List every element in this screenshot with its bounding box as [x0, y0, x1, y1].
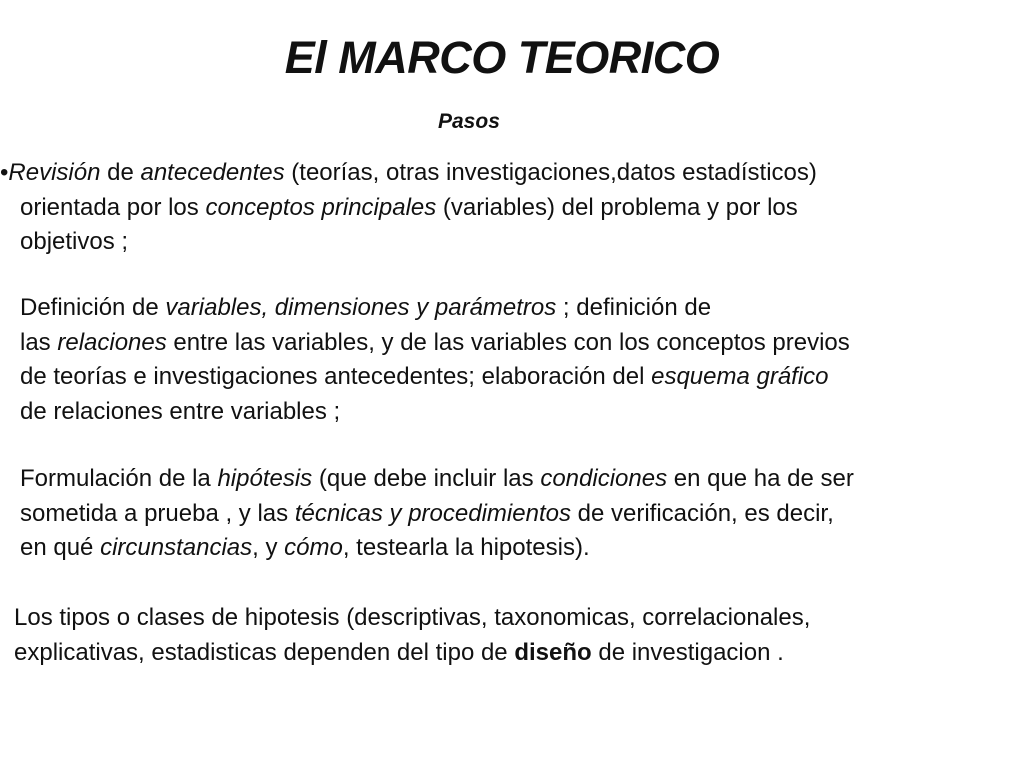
text-span: de [100, 159, 141, 186]
paragraph-tipos [0, 601, 810, 670]
paragraph-line [0, 156, 817, 191]
text-span: variables, dimensiones y parámetros [165, 294, 557, 321]
text-span: diseño [514, 638, 592, 666]
paragraph-line [0, 462, 854, 497]
text-span: Formulación de la [20, 465, 218, 492]
text-span: técnicas y procedimientos [294, 499, 571, 527]
text-span: entre las variables, y de las variables con los conceptos previos [166, 328, 850, 356]
paragraph-revision [0, 156, 817, 260]
text-span: de investigacion . [591, 638, 784, 666]
paragraph-line: objetivos ; [20, 228, 129, 255]
text-span: conceptos principales [205, 193, 437, 221]
text-span: las [20, 328, 58, 356]
paragraph-line [0, 497, 854, 532]
text-span: Revisión [8, 159, 101, 186]
text-span: , y [252, 534, 285, 561]
slide-subtitle: Pasos [438, 110, 500, 133]
text-span: (variables) del problema y por los [436, 193, 798, 221]
text-span: ; definición de [556, 294, 712, 321]
paragraph-line: de relaciones entre variables ; [20, 397, 341, 425]
text-span: (teorías, otras investigaciones,datos estadísticos) [284, 159, 817, 186]
paragraph-line [0, 636, 810, 671]
text-span: circunstancias [100, 534, 253, 561]
paragraph-definicion [0, 291, 850, 429]
paragraph-formulacion [0, 462, 854, 566]
text-span: , testearla la hipotesis). [342, 534, 590, 561]
text-span: de verificación, es decir, [570, 499, 834, 527]
text-span: condiciones [540, 465, 668, 492]
paragraph-line [0, 291, 850, 326]
text-span: en qué [20, 534, 101, 561]
text-span: (que debe incluir las [312, 465, 541, 492]
text-span: en que ha de ser [667, 465, 854, 492]
paragraph-line [0, 360, 850, 395]
text-span: orientada por los [20, 193, 206, 221]
bullet: • [0, 159, 9, 186]
text-span: esquema gráfico [651, 363, 829, 390]
paragraph-line [0, 531, 854, 566]
text-span: Definición de [20, 294, 166, 321]
text-span: antecedentes [140, 159, 285, 186]
text-span: de teorías e investigaciones antecedentes; elaboración del [20, 363, 652, 390]
paragraph-line [0, 191, 817, 226]
text-span: cómo [284, 534, 343, 561]
paragraph-line [0, 326, 850, 361]
text-span: explicativas, estadisticas dependen del tipo de [14, 638, 515, 666]
slide-title: El MARCO TEORICO [284, 32, 720, 83]
text-span: hipótesis [217, 465, 313, 492]
text-span: sometida a prueba , y las [20, 499, 295, 527]
paragraph-line: Los tipos o clases de hipotesis (descriptivas, taxonomicas, correlacionales, [14, 604, 811, 631]
text-span: relaciones [57, 328, 167, 356]
